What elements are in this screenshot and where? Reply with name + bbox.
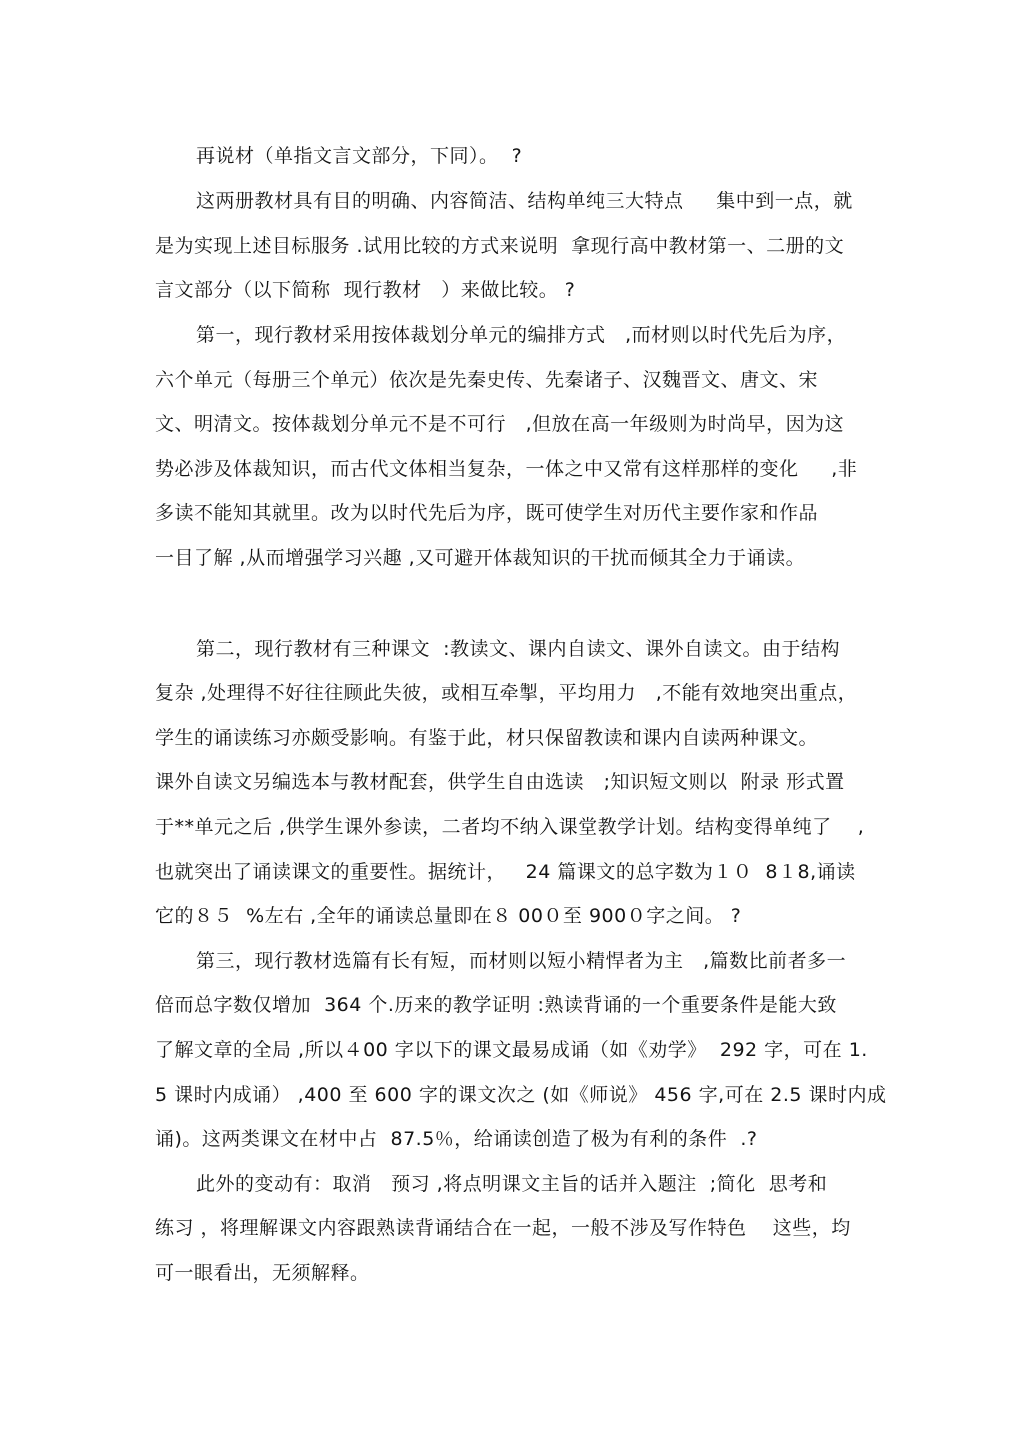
text-line: 5 课时内成诵） ,400 至 600 字的课文次之 (如《师说》 456 字,可在 2.5 课时内成 <box>155 1084 887 1106</box>
text-line: 也就突出了诵读课文的重要性。据统计， 24 篇课文的总字数为１０ 8１8,诵读 <box>155 861 856 883</box>
text-line: 可一眼看出，无须解释。 <box>155 1262 370 1284</box>
text-line: 复杂 ,处理得不好往往顾此失彼，或相互牵掣，平均用力 ,不能有效地突出重点， <box>155 682 858 704</box>
text-line: 第三，现行教材选篇有长有短，而材则以短小精悍者为主 ,篇数比前者多一 <box>196 950 847 972</box>
text-line: 这两册教材具有目的明确、内容简洁、结构单纯三大特点 集中到一点，就 <box>196 190 853 212</box>
text-line: 六个单元（每册三个单元）依次是先秦史传、先秦诸子、汉魏晋文、唐文、宋 <box>155 369 819 391</box>
text-line: 一目了解 ,从而增强学习兴趣 ,又可避开体裁知识的干扰而倾其全力于诵读。 <box>155 547 806 569</box>
text-line: 是为实现上述目标服务 .试用比较的方式来说明 拿现行高中教材第一、二册的文 <box>155 235 845 257</box>
text-line: 学生的诵读练习亦颇受影响。有鉴于此，材只保留教读和课内自读两种课文。 <box>155 727 819 749</box>
text-line: 文、明清文。按体裁划分单元不是不可行 ,但放在高一年级则为时尚早，因为这 <box>155 413 845 435</box>
text-line: 此外的变动有：取消 预习 ,将点明课文主旨的话并入题注 ;简化 思考和 <box>196 1173 828 1195</box>
text-line: 言文部分（以下简称 现行教材 ）来做比较。 ? <box>155 279 576 301</box>
text-line: 第二，现行教材有三种课文 :教读文、课内自读文、课外自读文。由于结构 <box>196 638 840 660</box>
text-line: 势必涉及体裁知识，而古代文体相当复杂，一体之中又常有这样那样的变化 ,非 <box>155 458 858 480</box>
text-line: 于**单元之后 ,供学生课外参读，二者均不纳入课堂教学计划。结构变得单纯了 , <box>155 816 865 838</box>
text-line: 诵)。这两类课文在材中占 87.5％，给诵读创造了极为有利的条件 .? <box>155 1128 758 1150</box>
text-line: 多读不能知其就里。改为以时代先后为序，既可使学生对历代主要作家和作品 <box>155 502 819 524</box>
text-line: 倍而总字数仅增加 364 个.历来的教学证明 :熟读背诵的一个重要条件是能大致 <box>155 994 837 1016</box>
text-line: 它的８５ %左右 ,全年的诵读总量即在８ 00０至 900０字之间。 ? <box>155 905 742 927</box>
text-line: 了解文章的全局 ,所以４00 字以下的课文最易成诵（如《劝学》 292 字，可在 1. <box>155 1039 868 1061</box>
text-line: 练习 ，将理解课文内容跟熟读背诵结合在一起，一般不涉及写作特色 这些，均 <box>155 1217 851 1239</box>
text-line: 第一，现行教材采用按体裁划分单元的编排方式 ,而材则以时代先后为序， <box>196 324 847 346</box>
text-line: 课外自读文另编选本与教材配套，供学生自由选读 ;知识短文则以 附录 形式置 <box>155 771 845 793</box>
text-line: 再说材（单指文言文部分，下同）。 ? <box>196 145 523 167</box>
